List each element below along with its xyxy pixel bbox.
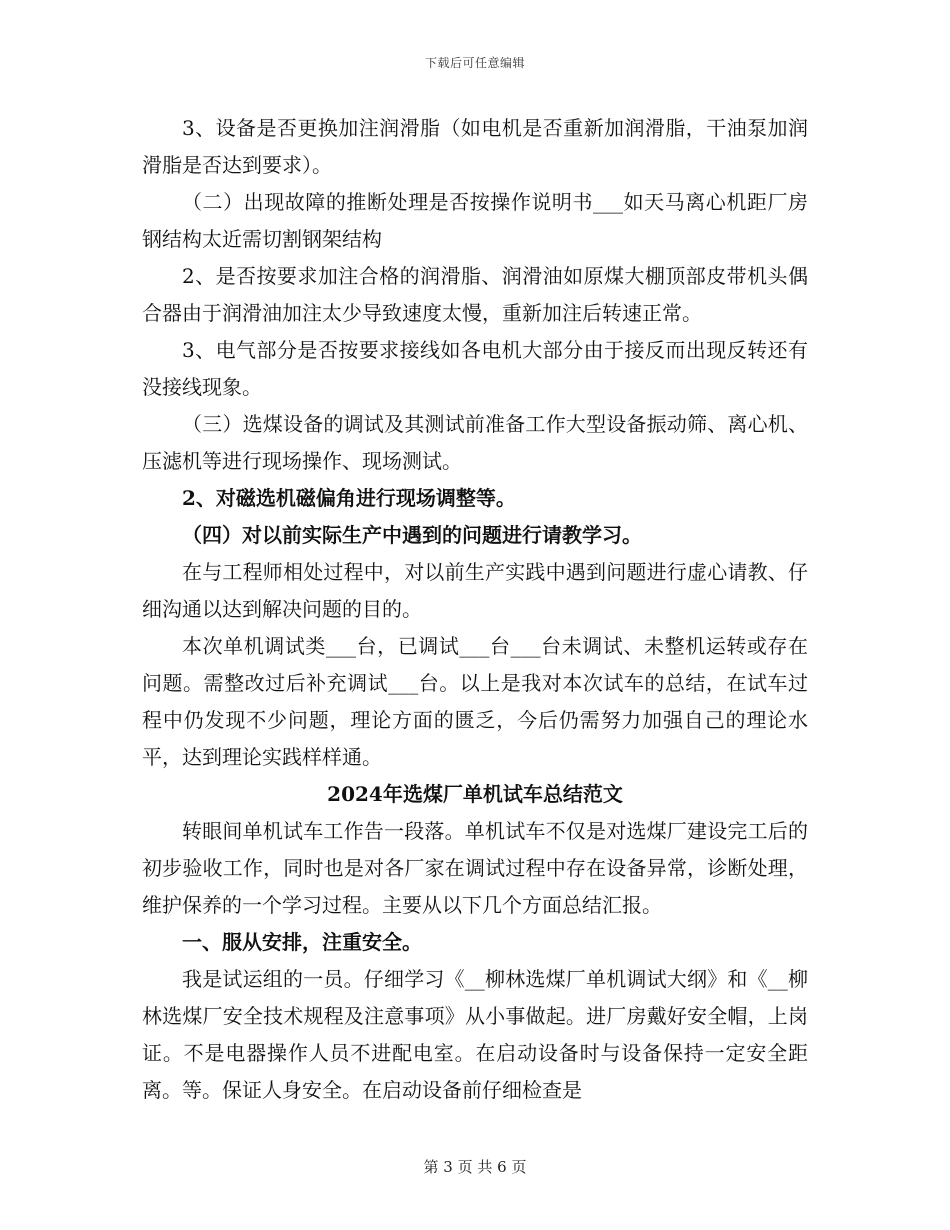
paragraph: 转眼间单机试车工作告一段落。单机试车不仅是对选煤厂建设完工后的初步验收工作，同时也是对各厂家在调试过程中存在设备异常，诊断处理，维护保养的一个学习过程。主要从以下几个方面总结汇报。	[142, 819, 808, 917]
paragraph: 2、是否按要求加注合格的润滑脂、润滑油如原煤大棚顶部皮带机头偶合器由于润滑油加注太少导致速度太慢，重新加注后转速正常。	[142, 264, 808, 325]
document-title: 2024年选煤厂单机试车总结范文	[327, 782, 623, 806]
paragraph: 我是试运组的一员。仔细学习《__柳林选煤厂单机调试大纲》和《__柳林选煤厂安全技术规程及注意事项》从小事做起。进厂房戴好安全帽，上岗证。不是电器操作人员不进配电室。在启动设备时与设备保持一定安全距离。等。保证人身安全。在启动设备前仔细检查是	[142, 967, 808, 1102]
paragraph: 3、电气部分是否按要求接线如各电机大部分由于接反而出现反转还有没接线现象。	[142, 338, 808, 399]
bold-paragraph: 2、对磁选机磁偏角进行现场调整等。	[182, 486, 516, 510]
paragraph: 在与工程师相处过程中，对以前生产实践中遇到问题进行虚心请教、仔细沟通以达到解决问题的目的。	[142, 560, 808, 621]
section-heading: （四）对以前实际生产中遇到的问题进行请教学习。	[182, 523, 642, 547]
paragraph: （三）选煤设备的调试及其测试前准备工作大型设备振动筛、离心机、压滤机等进行现场操作、现场测试。	[142, 412, 808, 473]
document-body	[142, 110, 808, 1109]
paragraph: 本次单机调试类___台，已调试___台___台未调试、未整机运转或存在问题。需整改过后补充调试___台。以上是我对本次试车的总结，在试车过程中仍发现不少问题，理论方面的匮乏，今后仍需努力加强自己的理论水平，达到理论实践样样通。	[142, 634, 808, 769]
page-footer: 第 3 页 共 6 页	[423, 1158, 527, 1176]
section-heading: 一、服从安排，注重安全。	[182, 930, 422, 954]
paragraph: （二）出现故障的推断处理是否按操作说明书___如天马离心机距厂房钢结构太近需切割钢架结构	[142, 190, 808, 251]
paragraph: 3、设备是否更换加注润滑脂（如电机是否重新加润滑脂，干油泵加润滑脂是否达到要求）。	[142, 116, 808, 177]
page-header: 下载后可任意编辑	[424, 56, 525, 70]
